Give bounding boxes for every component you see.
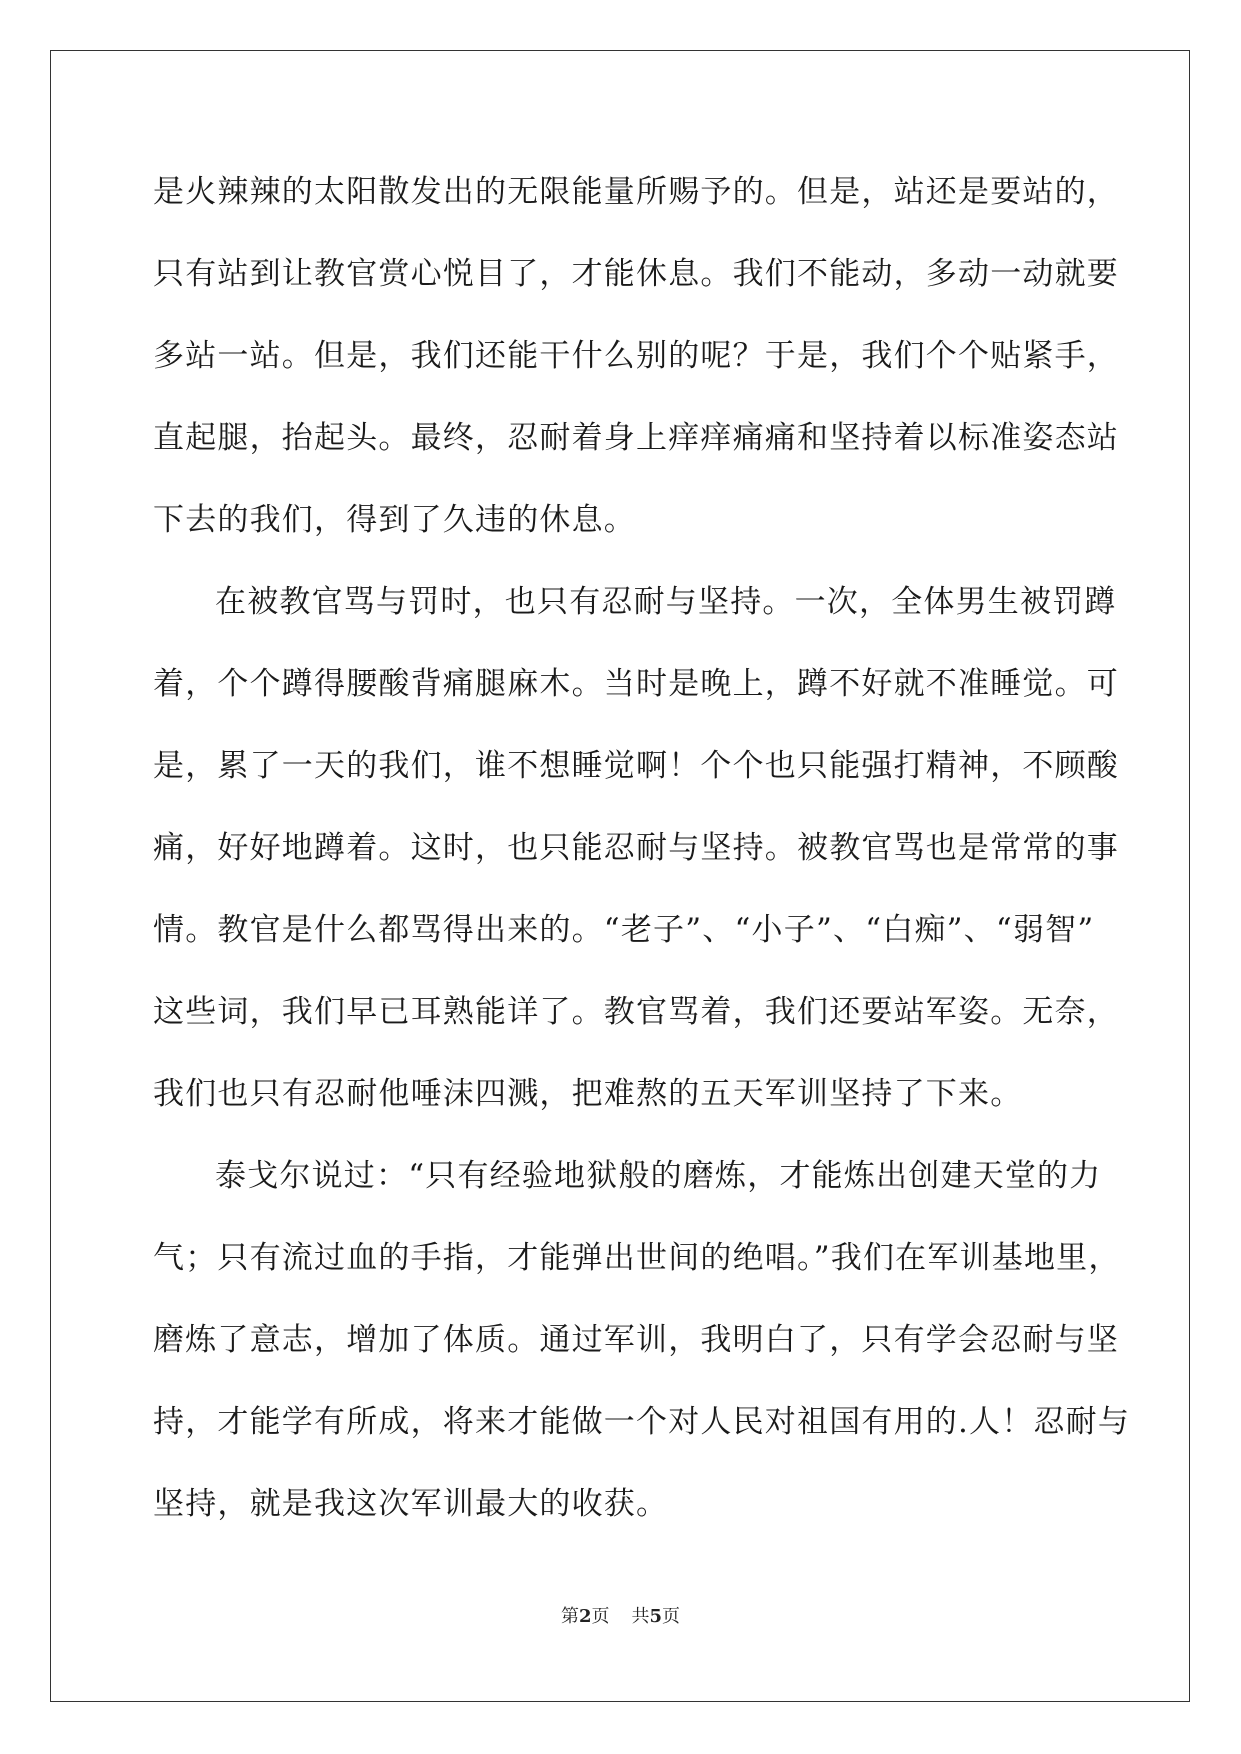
page-prefix: 第 [560, 1606, 579, 1627]
text-line: 多站一站。但是，我们还能干什么别的呢？于是，我们个个贴紧手， [153, 338, 1119, 374]
text-line: 我们也只有忍耐他唾沫四溅，把难熬的五天军训坚持了下来。 [153, 1076, 1023, 1112]
text-line: 持，才能学有所成，将来才能做一个对人民对祖国有用的.人！忍耐与 [153, 1404, 1131, 1440]
document-body [153, 151, 1131, 1545]
total-prefix: 共 [631, 1606, 650, 1627]
text-line: 是火辣辣的太阳散发出的无限能量所赐予的。但是，站还是要站的， [153, 174, 1119, 210]
page-unit: 页 [591, 1606, 610, 1627]
current-page-number: 2 [578, 1606, 592, 1627]
text-line: 情。教官是什么都骂得出来的。“老子”、“小子”、“白痴”、“弱智” [153, 912, 1095, 948]
text-line: 在被教官骂与罚时，也只有忍耐与坚持。一次，全体男生被罚蹲 [215, 584, 1117, 620]
text-line: 这些词，我们早已耳熟能详了。教官骂着，我们还要站军姿。无奈， [153, 994, 1119, 1030]
text-line: 下去的我们，得到了久违的休息。 [153, 502, 636, 538]
text-line: 泰戈尔说过：“只有经验地狱般的磨炼，才能炼出创建天堂的力 [215, 1158, 1102, 1194]
text-line: 气；只有流过血的手指，才能弹出世间的绝唱。”我们在军训基地里， [153, 1240, 1121, 1276]
page-footer [0, 1602, 1241, 1628]
text-line: 直起腿，抬起头。最终，忍耐着身上痒痒痛痛和坚持着以标准姿态站 [153, 420, 1119, 456]
total-pages-number: 5 [649, 1606, 663, 1627]
total-unit: 页 [662, 1606, 681, 1627]
text-line: 磨炼了意志，增加了体质。通过军训，我明白了，只有学会忍耐与坚 [153, 1322, 1119, 1358]
text-line: 坚持，就是我这次军训最大的收获。 [153, 1486, 669, 1522]
text-line: 是，累了一天的我们，谁不想睡觉啊！个个也只能强打精神，不顾酸 [153, 748, 1119, 784]
text-line: 痛，好好地蹲着。这时，也只能忍耐与坚持。被教官骂也是常常的事 [153, 830, 1119, 866]
text-line: 只有站到让教官赏心悦目了，才能休息。我们不能动，多动一动就要 [153, 256, 1119, 292]
text-line: 着，个个蹲得腰酸背痛腿麻木。当时是晚上，蹲不好就不准睡觉。可 [153, 666, 1119, 702]
